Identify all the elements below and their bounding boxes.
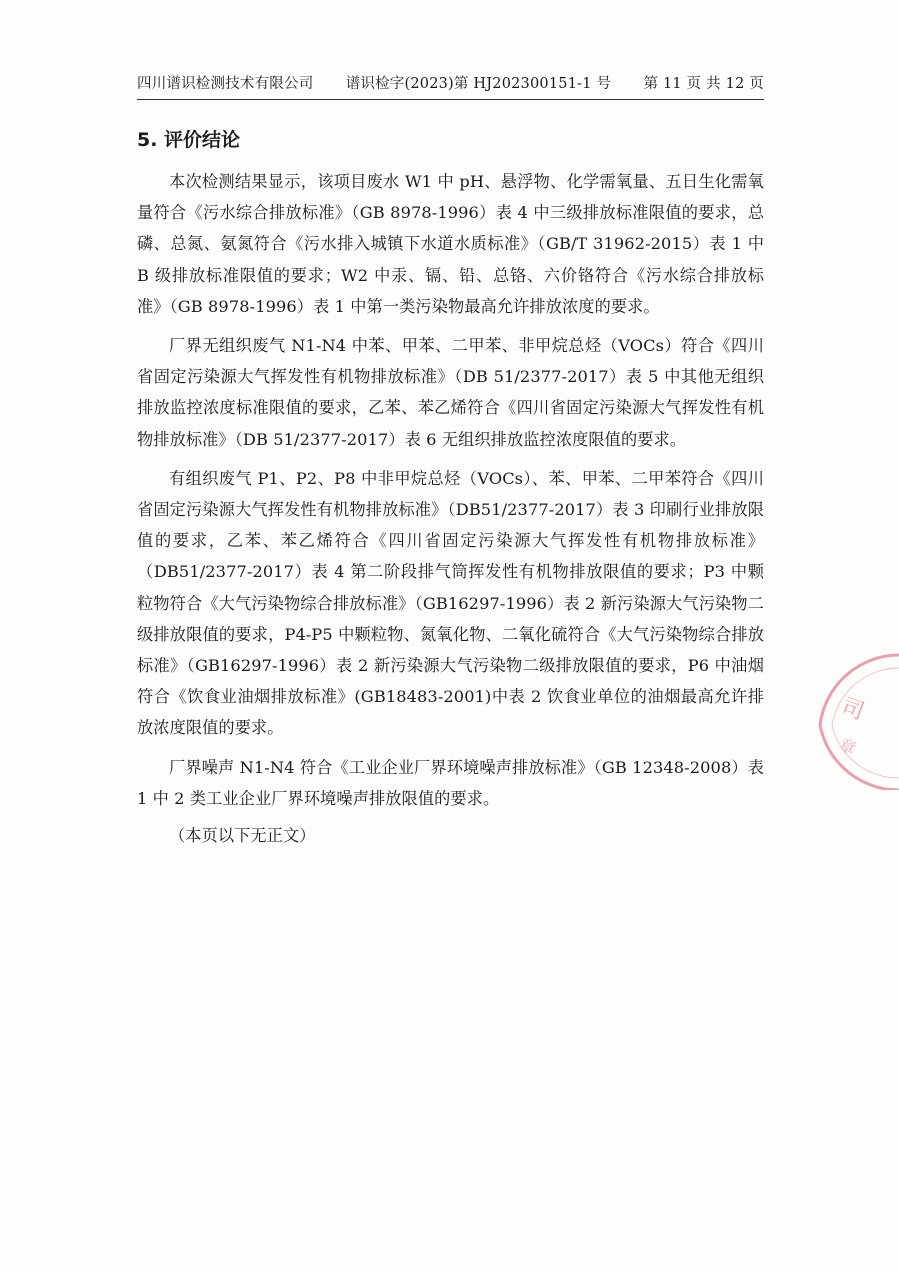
end-of-text-note: （本页以下无正文） bbox=[169, 826, 316, 846]
paragraph-noise: 厂界噪声 N1-N4 符合《工业企业厂界环境噪声排放标准》（GB 12348-2008）表 1 中 2 类工业企业厂界环境噪声排放限值的要求。 bbox=[137, 757, 764, 808]
paragraph-organized-gas: 有组织废气 P1、P2、P8 中非甲烷总烃（VOCs）、苯、甲苯、二甲苯符合《四川省固定污染源大气挥发性有机物排放标准》（DB51/2377-2017）表 3 印刷行业排放限值的要求，乙苯、苯乙烯符合《四川省固定污染源大气挥发性有机物排放标准》（DB51/2377-2017）表 4 第二阶段排气筒挥发性有机物排放限值的要求；P3 中颗粒物符合《大气污染物综合排放标准》（GB16297-1996）表 2 新污染源大气污染物二级排放限值的要求，P4-P5 中颗粒物、氮氧化物、二氧化硫符合《大气污染物综合排放标准》（GB16297-1996）表 2 新污染源大气污染物二级排放限值的要求，P6 中油烟符合《饮食业油烟排放标准》(GB18483-2001)中表 2 饮食业单位的油烟最高允许排放浓度限值的要求。 bbox=[137, 468, 764, 738]
conclusion-body bbox=[137, 166, 764, 859]
svg-text:司: 司 bbox=[837, 694, 868, 726]
svg-text:章: 章 bbox=[836, 734, 859, 759]
section-title: 5. 评价结论 bbox=[137, 129, 241, 151]
paragraph-wastewater: 本次检测结果显示，该项目废水 W1 中 pH、悬浮物、化学需氧量、五日生化需氧量符合《污水综合排放标准》（GB 8978-1996）表 4 中三级排放标准限值的要求，总磷、总氮、氨氮符合《污水排入城镇下水道水质标准》（GB/T 31962-2015）表 1 中 B 级排放标准限值的要求；W2 中汞、镉、铅、总铬、六价铬符合《污水综合排放标准》（GB 8978-1996）表 1 中第一类污染物最高允许排放浓度的要求。 bbox=[137, 172, 764, 316]
company-seal-stamp bbox=[790, 650, 899, 790]
header-report-number: 谱识检字(2023)第 HJ202300151-1 号 bbox=[345, 76, 612, 92]
header-company: 四川谱识检测技术有限公司 bbox=[137, 76, 314, 92]
page-header bbox=[137, 73, 764, 100]
paragraph-fugitive-gas: 厂界无组织废气 N1-N4 中苯、甲苯、二甲苯、非甲烷总烃（VOCs）符合《四川省固定污染源大气挥发性有机物排放标准》（DB 51/2377-2017）表 5 中其他无组织排放监控浓度标准限值的要求，乙苯、苯乙烯符合《四川省固定污染源大气挥发性有机物排放标准》（DB 51/2377-2017）表 6 无组织排放监控浓度限值的要求。 bbox=[137, 336, 764, 449]
header-page-number: 第 11 页 共 12 页 bbox=[643, 76, 764, 92]
